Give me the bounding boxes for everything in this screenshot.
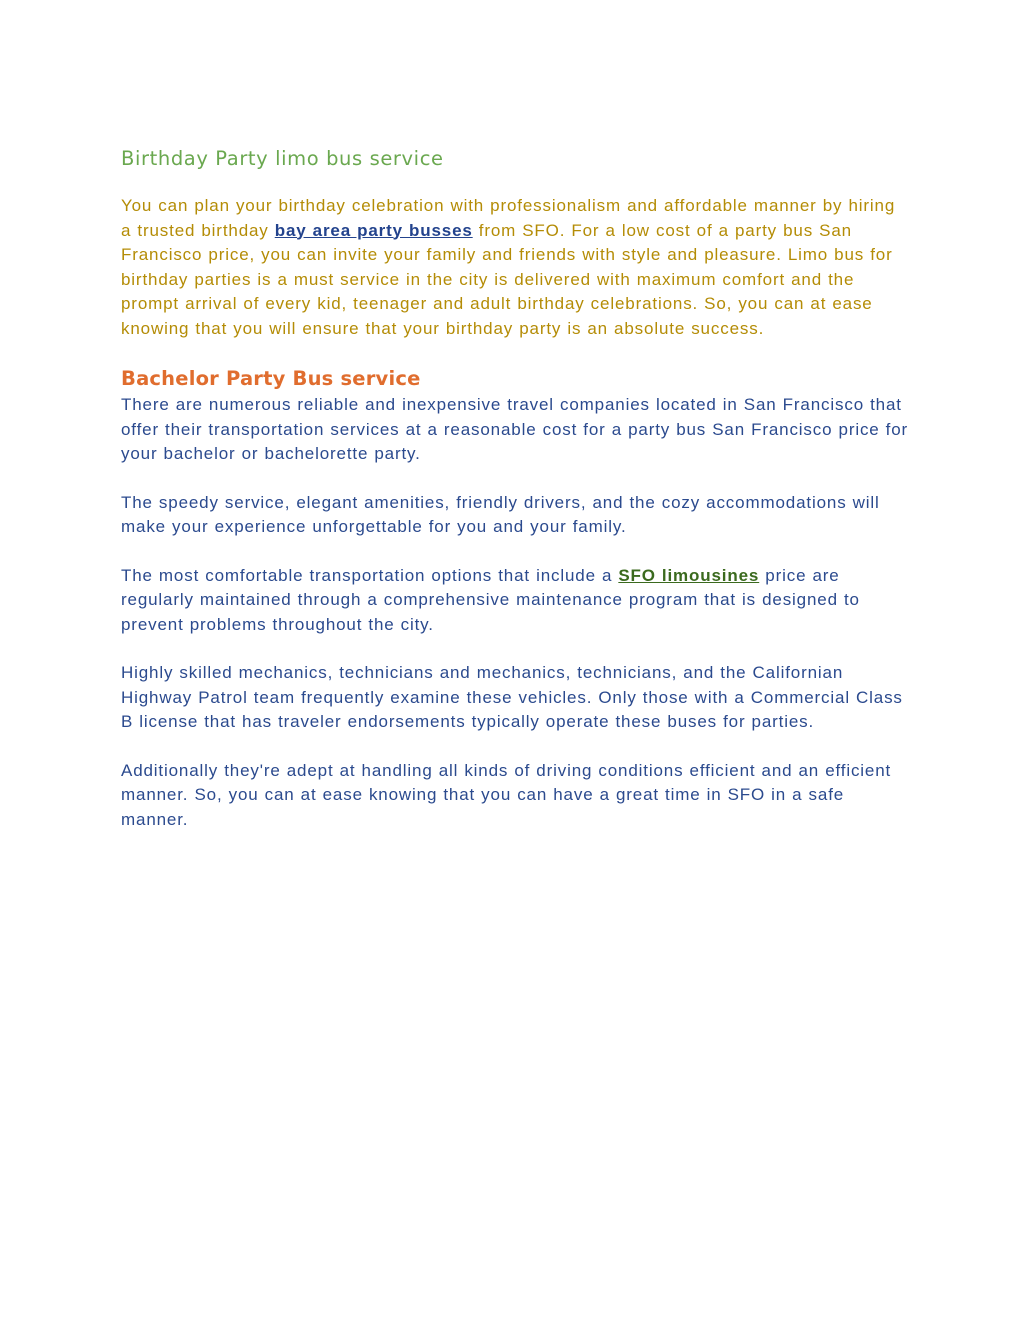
bachelor-paragraph-2: The speedy service, elegant amenities, friendly drivers, and the cozy accommodations will make your experience unforgettable for you and your family. (121, 492, 880, 536)
bachelor-paragraph-3-text-start: The most comfortable transportation options that include a (121, 565, 619, 585)
document-page (121, 145, 911, 832)
bachelor-paragraph-1: There are numerous reliable and inexpensive travel companies located in San Francisco that offer their transportation services at a reasonable cost for a party bus San Francisco price for your bachelor or bachelorette party. (121, 395, 909, 463)
birthday-paragraph-text-end: from SFO. For a low cost of a party bus San Francisco price, you can invite your family and friends with style and pleasure. Limo bus for birthday parties is a must service in the city is delivered with maximum comfort and the prompt arrival of every kid, teenager and adult birthday celebrations. So, you can at ease knowing that you will ensure that your birthday party is an absolute success. (121, 220, 893, 338)
bachelor-paragraph-5: Additionally they're adept at handling all kinds of driving conditions efficient and an efficient manner. So, you can at ease knowing that you can have a great time in SFO in a safe manner. (121, 760, 892, 829)
section-title-birthday: Birthday Party limo bus service (121, 147, 444, 170)
birthday-paragraph (121, 194, 911, 341)
sfo-limousines-link[interactable]: SFO limousines (618, 565, 760, 585)
section-title-bachelor: Bachelor Party Bus service (121, 367, 421, 390)
bachelor-paragraph-3 (121, 564, 911, 638)
bachelor-paragraph-4: Highly skilled mechanics, technicians and mechanics, technicians, and the Californian Highway Patrol team frequently examine these vehicles. Only those with a Commercial Class B license that has traveler endorsements typically operate these buses for parties. (121, 663, 903, 731)
birthday-paragraph-text-start: You can plan your birthday celebration with professionalism and affordable manner by hiring a trusted birthday (121, 196, 896, 240)
bachelor-paragraph-3-text-end: price are regularly maintained through a comprehensive maintenance program that is designed to prevent problems throughout the city. (121, 565, 860, 634)
bay-area-party-busses-link[interactable]: bay area party busses (274, 220, 473, 240)
